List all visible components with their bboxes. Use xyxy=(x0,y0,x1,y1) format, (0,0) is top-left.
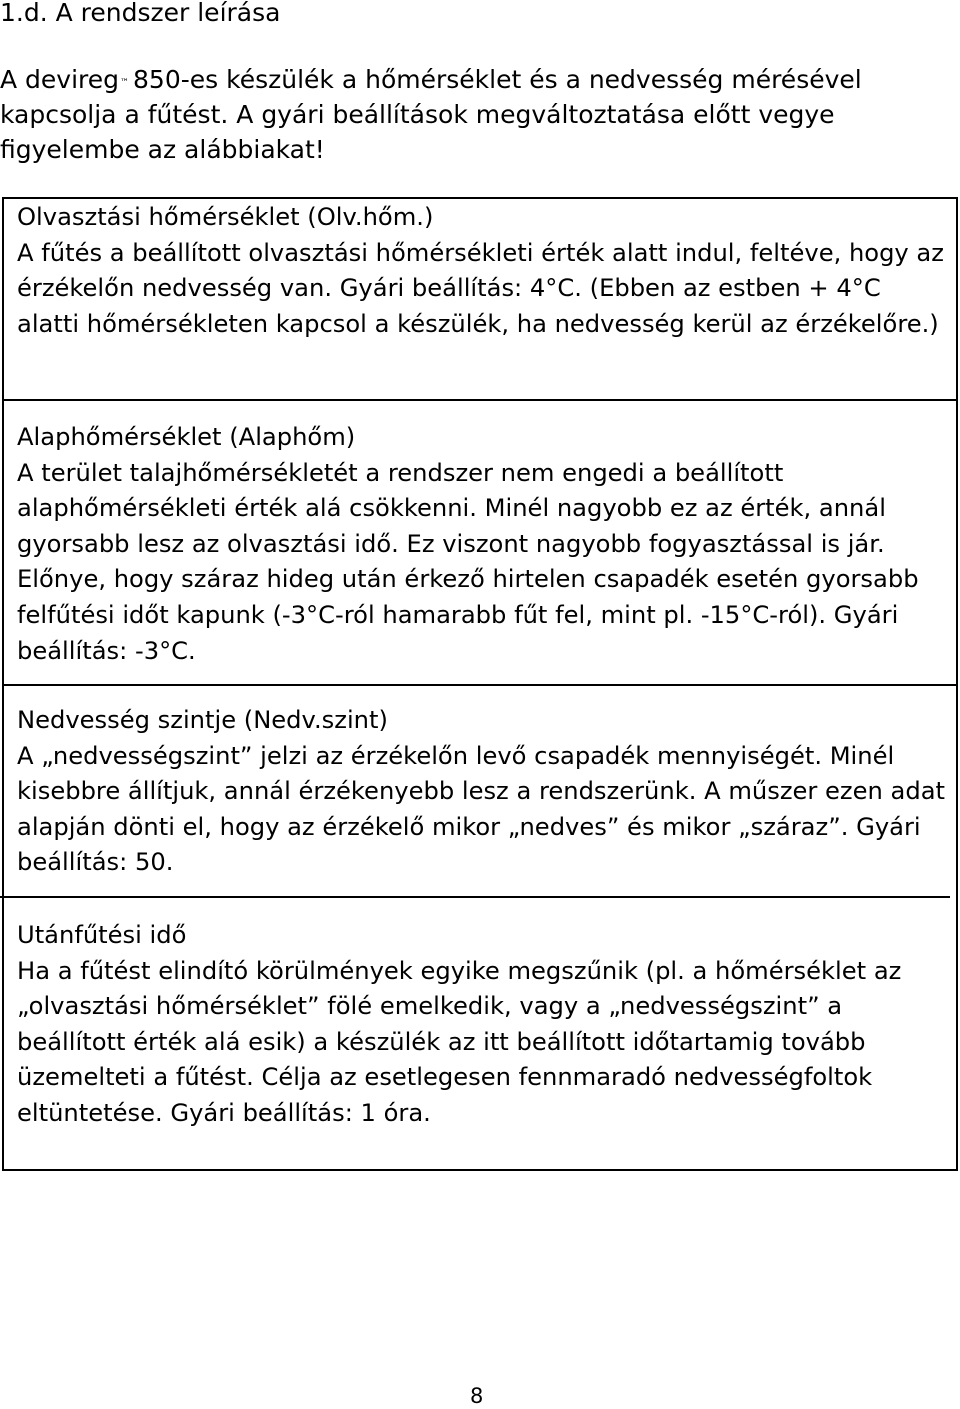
page-heading: 1.d. A rendszer leírása xyxy=(0,0,281,27)
intro-paragraph xyxy=(0,62,955,167)
section-body: A terület talajhőmérsékletét a rendszer nem engedi a beállított alaphőmérsékleti érték alá csökkenni. Minél nagyobb ez az érték, annál gyorsabb lesz az olvasztási idő. Ez viszont nagyobb fogyasztással is jár. Előnye, hogy száraz hideg után érkező hirtelen csapadék esetén gyorsabb felfűtési időt kapunk (-3°C-ról hamarabb fűt fel, mint pl. -15°C-ról). Gyári beállítás: -3°C. xyxy=(17,458,919,665)
section-title: Utánfűtési idő xyxy=(17,921,187,949)
section-title: Nedvesség szintje (Nedv.szint) xyxy=(17,706,388,734)
section-nedvesseg-szintje xyxy=(17,703,947,881)
page-number: 8 xyxy=(470,1384,484,1408)
section-alaphomerseklet xyxy=(17,420,947,669)
section-divider xyxy=(4,684,956,686)
trademark-mark: ™ xyxy=(120,78,130,88)
section-divider xyxy=(0,896,950,898)
section-body: A „nedvességszint” jelzi az érzékelőn levő csapadék mennyiségét. Minél kisebbre állítjuk, annál érzékenyebb lesz a rendszerünk. A műszer ezen adat alapján dönti el, hogy az érzékelő mikor „nedves” és mikor „száraz”. Gyári beállítás: 50. xyxy=(17,741,945,877)
section-utanfutesi-ido xyxy=(17,918,947,1132)
intro-text: 850-es készülék a hőmérséklet és a nedvesség mérésével kapcsolja a fűtést. A gyári beállítások megváltoztatása előtt vegye figyelembe az alábbiakat! xyxy=(0,65,862,164)
section-title: Olvasztási hőmérséklet (Olv.hőm.) xyxy=(17,203,434,231)
section-body: A fűtés a beállított olvasztási hőmérsékleti érték alatt indul, feltéve, hogy az érzékelőn nedvesség van. Gyári beállítás: 4°C. (Ebben az estben + 4°C alatti hőmérsékleten kapcsol a készülék, ha nedvesség kerül az érzékelőre.) xyxy=(17,238,944,338)
section-body: Ha a fűtést elindító körülmények egyike megszűnik (pl. a hőmérséklet az „olvasztási hőmérséklet” fölé emelkedik, vagy a „nedvességszint” a beállított érték alá esik) a készülék az itt beállított időtartamig tovább üzemelteti a fűtést. Célja az esetlegesen fennmaradó nedvességfoltok eltüntetése. Gyári beállítás: 1 óra. xyxy=(17,956,902,1127)
section-title: Alaphőmérséklet (Alaphőm) xyxy=(17,423,356,451)
section-olvasztasi-homerseklet xyxy=(17,200,947,342)
section-divider xyxy=(4,399,956,401)
intro-brand: A devireg xyxy=(0,65,120,94)
